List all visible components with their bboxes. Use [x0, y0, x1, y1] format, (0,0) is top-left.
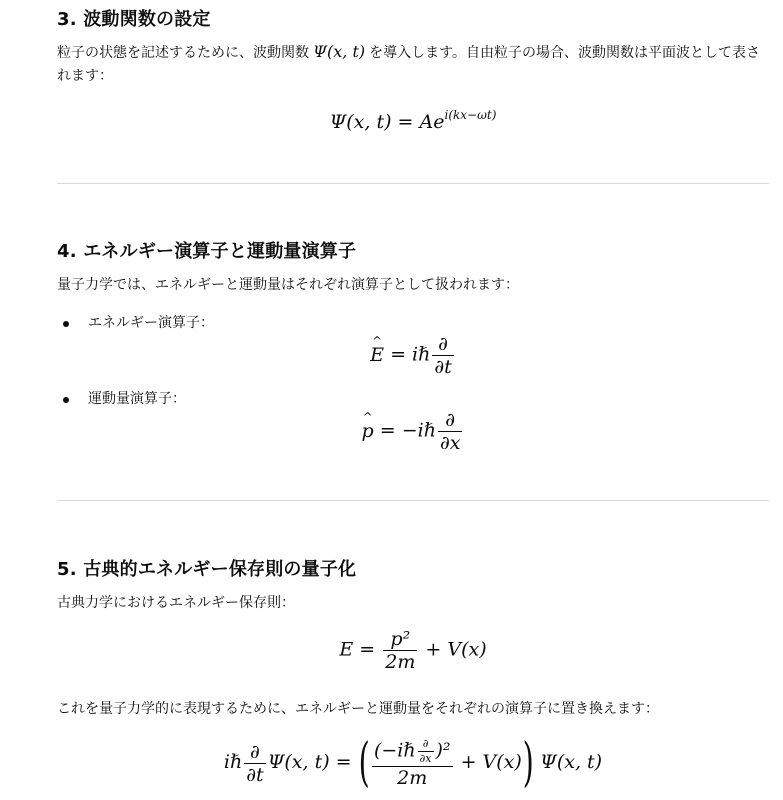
- section-3-heading: 3. 波動関数の設定: [57, 9, 211, 30]
- plane-wave-equation: [57, 108, 769, 133]
- section-3-text-before: 粒子の状態を記述するために、波動関数: [57, 45, 309, 61]
- hk-num: [372, 737, 453, 767]
- time-deriv-den: ∂t: [246, 763, 264, 786]
- section-3-text-after: を導入します。自由粒子の場合、波動関数は平面波として表されます：: [57, 45, 761, 84]
- section-4-heading: 4. エネルギー演算子と運動量演算子: [57, 241, 357, 262]
- inner-derivative-fraction: [418, 737, 434, 766]
- classical-lhs: E =: [339, 638, 376, 661]
- divider-1: [57, 183, 769, 184]
- kinetic-den: 2m: [385, 651, 416, 673]
- left-paren: (: [358, 733, 370, 793]
- section-5-heading: 5. 古典的エネルギー保存則の量子化: [57, 559, 357, 580]
- momentum-frac-num: ∂: [438, 409, 463, 432]
- bullet-energy: [63, 321, 69, 327]
- plane-wave-lhs: Ψ(x, t) = Ae: [329, 111, 445, 133]
- sch-prefix: iℏ: [223, 751, 243, 773]
- section-5-replace-text: これを量子力学的に表現するために、エネルギーと運動量をそれぞれの演算子に置き換えます：: [57, 701, 659, 717]
- hk-rest: + V(x): [460, 751, 522, 773]
- classical-energy-equation: [57, 628, 769, 673]
- divider-2: [57, 500, 769, 501]
- momentum-frac-den: ∂x: [439, 432, 461, 454]
- kinetic-num: p²: [383, 628, 417, 651]
- inner-d-num: ∂: [418, 737, 434, 752]
- schrodinger-equation: [57, 733, 769, 793]
- momentum-operator-label: 運動量演算子：: [88, 391, 186, 407]
- kinetic-fraction: [383, 628, 417, 673]
- energy-frac-num: ∂: [432, 333, 453, 356]
- sch-tail: Ψ(x, t): [540, 751, 603, 773]
- energy-frac-den: ∂t: [434, 356, 452, 378]
- time-derivative-fraction: [244, 741, 265, 786]
- momentum-operator-rel: = −iℏ: [379, 419, 436, 442]
- inline-wavefunction: Ψ(x, t): [313, 42, 366, 61]
- hk-den: 2m: [397, 767, 428, 789]
- section-5-intro: 古典力学におけるエネルギー保存則：: [57, 595, 295, 611]
- energy-operator-fraction: [432, 333, 453, 378]
- momentum-operator-fraction: [438, 409, 463, 454]
- momentum-operator-equation: [57, 409, 769, 454]
- bullet-momentum: [63, 397, 69, 403]
- plane-wave-exponent: i(kx−ωt): [444, 108, 497, 122]
- hk-num-right: )²: [435, 739, 451, 762]
- right-paren: ): [522, 733, 534, 793]
- energy-operator-symbol: ^ E: [370, 344, 384, 366]
- energy-operator-equation: [57, 333, 769, 378]
- sch-psi: Ψ(x, t) =: [267, 751, 352, 773]
- hamiltonian-kinetic-fraction: [372, 737, 453, 789]
- energy-operator-label: エネルギー演算子：: [88, 315, 214, 331]
- section-4-intro: 量子力学では、エネルギーと運動量はそれぞれ演算子として扱われます：: [57, 277, 519, 293]
- hk-num-left: (−iℏ: [373, 739, 416, 762]
- potential-term: + V(x): [425, 638, 487, 661]
- momentum-operator-symbol: ^ p: [362, 420, 374, 442]
- time-deriv-num: ∂: [244, 741, 265, 764]
- section-3-paragraph: [57, 40, 769, 88]
- energy-operator-rel: = iℏ: [390, 343, 431, 366]
- inner-d-den: ∂x: [419, 752, 432, 765]
